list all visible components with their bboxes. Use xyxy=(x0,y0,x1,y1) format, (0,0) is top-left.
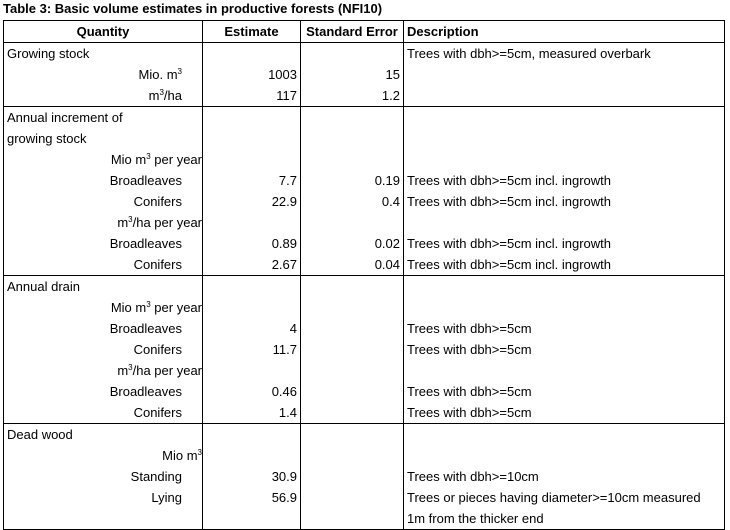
table-row xyxy=(4,402,725,424)
cell-estimate xyxy=(203,212,301,233)
cell-description: Trees with dbh>=5cm xyxy=(404,381,725,402)
cell-estimate: 2.67 xyxy=(203,254,301,276)
table-row xyxy=(4,128,725,149)
cell-estimate: 4 xyxy=(203,318,301,339)
table-row xyxy=(4,233,725,254)
table-row xyxy=(4,466,725,487)
cell-estimate xyxy=(203,424,301,446)
cell-quantity: Lying xyxy=(4,487,203,508)
cell-standard-error xyxy=(301,487,404,508)
table-row xyxy=(4,64,725,85)
cell-estimate xyxy=(203,276,301,298)
cell-description xyxy=(404,445,725,466)
cell-quantity: Annual drain xyxy=(4,276,203,298)
cell-description: Trees with dbh>=5cm incl. ingrowth xyxy=(404,254,725,276)
cell-standard-error xyxy=(301,128,404,149)
table-row xyxy=(4,276,725,298)
cell-quantity: growing stock xyxy=(4,128,203,149)
cell-description xyxy=(404,64,725,85)
cell-description: 1m from the thicker end xyxy=(404,508,725,530)
cell-quantity: Mio $m^3$ xyxy=(4,445,203,466)
table-row xyxy=(4,339,725,360)
cell-standard-error: 0.19 xyxy=(301,170,404,191)
cell-standard-error: 0.02 xyxy=(301,233,404,254)
cell-standard-error xyxy=(301,297,404,318)
cell-standard-error xyxy=(301,276,404,298)
cell-quantity: Dead wood xyxy=(4,424,203,446)
cell-description: Trees with dbh>=5cm incl. ingrowth xyxy=(404,170,725,191)
cell-standard-error: 1.2 xyxy=(301,85,404,107)
cell-description xyxy=(404,424,725,446)
cell-estimate: 1003 xyxy=(203,64,301,85)
table-row xyxy=(4,445,725,466)
cell-quantity: Conifers xyxy=(4,254,203,276)
cell-estimate: 117 xyxy=(203,85,301,107)
table-title: Table 3: Basic volume estimates in productive forests (NFI10) xyxy=(3,1,383,16)
cell-quantity: Mio. $m^3$ xyxy=(4,64,203,85)
table-row xyxy=(4,424,725,446)
cell-quantity: Mio $m^3$ per year xyxy=(4,149,203,170)
cell-standard-error xyxy=(301,360,404,381)
table-row xyxy=(4,254,725,276)
cell-quantity: Conifers xyxy=(4,191,203,212)
cell-estimate xyxy=(203,128,301,149)
cell-quantity: $m^3/ha$ xyxy=(4,85,203,107)
table-row xyxy=(4,360,725,381)
cell-description xyxy=(404,107,725,129)
cell-description: Trees with dbh>=5cm xyxy=(404,402,725,424)
cell-description xyxy=(404,297,725,318)
cell-quantity: Broadleaves xyxy=(4,170,203,191)
table-row xyxy=(4,191,725,212)
table-row xyxy=(4,212,725,233)
cell-estimate: 11.7 xyxy=(203,339,301,360)
cell-standard-error xyxy=(301,149,404,170)
header-description: Description xyxy=(404,21,725,43)
cell-description xyxy=(404,149,725,170)
cell-estimate xyxy=(203,107,301,129)
cell-standard-error xyxy=(301,107,404,129)
cell-estimate: 7.7 xyxy=(203,170,301,191)
cell-description xyxy=(404,128,725,149)
cell-quantity: Conifers xyxy=(4,339,203,360)
table-row xyxy=(4,381,725,402)
cell-quantity: $m^3/ha$ per year xyxy=(4,212,203,233)
cell-quantity xyxy=(4,508,203,530)
cell-description: Trees or pieces having diameter>=10cm measured xyxy=(404,487,725,508)
cell-description: Trees with dbh>=5cm incl. ingrowth xyxy=(404,233,725,254)
table-row xyxy=(4,508,725,530)
header-standard-error: Standard Error xyxy=(301,21,404,43)
cell-quantity: Conifers xyxy=(4,402,203,424)
cell-quantity: $m^3/ha$ per year xyxy=(4,360,203,381)
cell-estimate: 0.46 xyxy=(203,381,301,402)
cell-quantity: Standing xyxy=(4,466,203,487)
cell-estimate xyxy=(203,297,301,318)
cell-standard-error xyxy=(301,43,404,65)
cell-quantity: Broadleaves xyxy=(4,233,203,254)
cell-estimate xyxy=(203,508,301,530)
cell-standard-error xyxy=(301,424,404,446)
table-row xyxy=(4,43,725,65)
cell-standard-error xyxy=(301,466,404,487)
cell-estimate: 22.9 xyxy=(203,191,301,212)
cell-standard-error xyxy=(301,445,404,466)
table-row xyxy=(4,318,725,339)
cell-estimate xyxy=(203,43,301,65)
cell-estimate: 30.9 xyxy=(203,466,301,487)
table-body xyxy=(4,43,725,530)
cell-description: Trees with dbh>=5cm incl. ingrowth xyxy=(404,191,725,212)
header-quantity: Quantity xyxy=(4,21,203,43)
volume-estimates-table xyxy=(3,20,725,530)
table-row xyxy=(4,107,725,129)
table-row xyxy=(4,149,725,170)
cell-description: Trees with dbh>=5cm, measured overbark xyxy=(404,43,725,65)
table-row xyxy=(4,85,725,107)
cell-estimate: 0.89 xyxy=(203,233,301,254)
cell-quantity: Growing stock xyxy=(4,43,203,65)
cell-description xyxy=(404,212,725,233)
cell-standard-error xyxy=(301,508,404,530)
cell-description xyxy=(404,85,725,107)
cell-standard-error: 0.4 xyxy=(301,191,404,212)
cell-standard-error xyxy=(301,212,404,233)
cell-standard-error xyxy=(301,339,404,360)
cell-quantity: Broadleaves xyxy=(4,318,203,339)
cell-standard-error xyxy=(301,318,404,339)
header-estimate: Estimate xyxy=(203,21,301,43)
cell-description xyxy=(404,276,725,298)
cell-standard-error xyxy=(301,381,404,402)
cell-quantity: Annual increment of xyxy=(4,107,203,129)
header-row xyxy=(4,21,725,43)
cell-quantity: Broadleaves xyxy=(4,381,203,402)
table-row xyxy=(4,170,725,191)
cell-estimate xyxy=(203,445,301,466)
cell-description: Trees with dbh>=10cm xyxy=(404,466,725,487)
cell-estimate: 56.9 xyxy=(203,487,301,508)
cell-description xyxy=(404,360,725,381)
cell-standard-error: 0.04 xyxy=(301,254,404,276)
cell-estimate: 1.4 xyxy=(203,402,301,424)
cell-estimate xyxy=(203,360,301,381)
cell-estimate xyxy=(203,149,301,170)
table-row xyxy=(4,297,725,318)
cell-quantity: Mio $m^3$ per year xyxy=(4,297,203,318)
cell-description: Trees with dbh>=5cm xyxy=(404,318,725,339)
cell-standard-error xyxy=(301,402,404,424)
table-row xyxy=(4,487,725,508)
cell-description: Trees with dbh>=5cm xyxy=(404,339,725,360)
cell-standard-error: 15 xyxy=(301,64,404,85)
